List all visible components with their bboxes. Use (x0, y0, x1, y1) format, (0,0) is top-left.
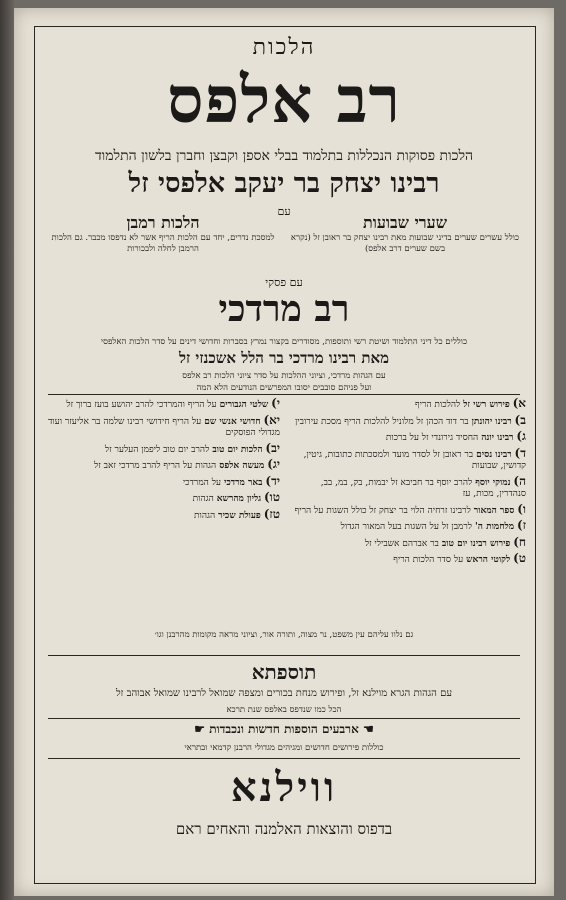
header-subtitle: הלכות פסוקות הנכללות בתלמוד בבלי אספן וקבצן וחברן בלשון התלמוד (94, 148, 474, 164)
list-item: ב) רבינו יהונתןבר דוד הכהן זל מלוניל להלכות הריף מסכת עירובין (294, 412, 526, 427)
book-spine (0, 0, 14, 900)
title-page (14, 8, 554, 896)
list-item: ט) לקוטי הראשעל סדר הלכות הריף (393, 551, 526, 565)
tosefta-line2: הכל כמו שנדפס באלפס שנת תרכא (226, 705, 342, 715)
mordechai-line3: עם הגהות מרדכי, וציוני ההלכות על סדר ציוני הלכות רב אלפס (182, 371, 386, 381)
printer-line: בדפוס והוצאות האלמנה והאחים ראם (175, 820, 393, 838)
list-item: ד) רבינו נסיםבר ראובן זל לסדר מועד ולמסכתות כתובות, גיטין, קדושין, שבועות (303, 445, 526, 471)
right-work-text: כולל עשרים שערים בדיני שבועות מאת רבינו יצחק בר ראובן זל (נקרא בשם שערים דרב אלפס) (290, 233, 520, 254)
tosefta-heading: תוספתא (251, 660, 317, 684)
additions-line: כוללות פירושים חדושים ומגיהים מגדולי הרבנן קדמאי ובתראי (184, 743, 384, 753)
commentaries-left (44, 398, 280, 525)
list-item: יג) מעשה אלפסהגהות על הריף להרב מרדכי זאב זל (94, 457, 280, 471)
pointing-hand-icon: ☛ (194, 722, 205, 736)
mordechai-line4: ועל פניהם סובבים יסובו המפרשים הנודעים הלא המה (196, 383, 372, 393)
divider (48, 758, 520, 759)
divider (48, 655, 520, 656)
list-item: א) פירוש רשי זללהלכות הריף (414, 396, 526, 410)
pointing-hand-icon: ☚ (362, 722, 374, 736)
mordechai-line1: כוללים כל דיני התלמוד ושיטת רשי ותוספות, מסודרים בקצור נמרץ בסברות וחדושי דינים על סדר הלכות האלפסי (100, 337, 468, 347)
list-item: יד) באר מרדכיעל המרדכי (182, 473, 280, 488)
list-item: ח) פירוש רבינו יום טובבר אברהם אשבילי זל (364, 534, 526, 549)
list-item: ג) רבינו יונההחסיד גירונדי זל על ברכות (385, 429, 526, 443)
page-title: רב אלפס (167, 66, 401, 136)
list-item: ו) ספר המאורלרבינו זרחיה הלוי בר יצחק זל כולל השגות על הריף (294, 501, 526, 516)
left-work-heading: הלכות רמבן (126, 213, 200, 232)
additions-banner: ☚ ארבעים הוספות חדשות ונכבדות ☛ (194, 722, 374, 736)
divider (48, 718, 520, 719)
left-work (48, 213, 278, 255)
left-work-text: למסכת נדרים, יחד עם הלכות הריף אשר לא נדפסו מכבר. גם הלכות הרמבן לחלה ולבכורות (51, 233, 275, 254)
divider (48, 394, 520, 395)
additional-aids: גם נלוו עליהם עין משפט, נר מצוה, ותורה אור, וציוני מראה מקומות מהרבנן וגו׳ (154, 630, 414, 640)
mordechai-author: מאת רבינו מרדכי בר הלל אשכנזי זל (178, 349, 390, 367)
header-im: עם (277, 205, 291, 218)
list-item: יא) חדושי אנשי שםעל הריף חידושי רבינו שלמה בר אליעזר ועוד מגדולי הפוסקים (47, 412, 280, 438)
commentaries-right (290, 398, 526, 570)
right-work (290, 213, 520, 255)
mordechai-title: רב מרדכי (218, 288, 350, 330)
list-item: ז) מלחמות ה'לרמבן זל על השגות בעל המאור הגדול (340, 518, 526, 532)
right-work-heading: שערי שבועות (362, 213, 448, 232)
author-name: רבינו יצחק בר יעקב אלפסי זל (128, 168, 440, 199)
mordechai-im-piskei: עם פסקי (265, 276, 303, 289)
city-name: ווילנא (230, 764, 338, 811)
tosefta-line1: עם הגהות הגרא מוילנא זל, ופירוש מנחת בכורים ומצפה שמואל לרבינו שמואל אבוהב זל (115, 688, 452, 699)
list-item: יב) הלכות יום טובלהרב יום טוב ליפמן העלער זל (104, 440, 280, 455)
list-item: טו) גליון מהרשאהגהות (192, 490, 280, 504)
list-item: י) שלטי הגבוריםעל הריף והמרדכי להרב יהושע בועז ברוך זל (66, 396, 280, 410)
list-item: טז) פעולת שכירהגהות (194, 506, 280, 521)
list-item: ה) נמוקי יוסףלהרב יוסף בר חביבא זל יבמות, בק, במ, בב, סנהדרין, מכות, עז (320, 473, 526, 499)
header-line1: הלכות (252, 35, 316, 60)
